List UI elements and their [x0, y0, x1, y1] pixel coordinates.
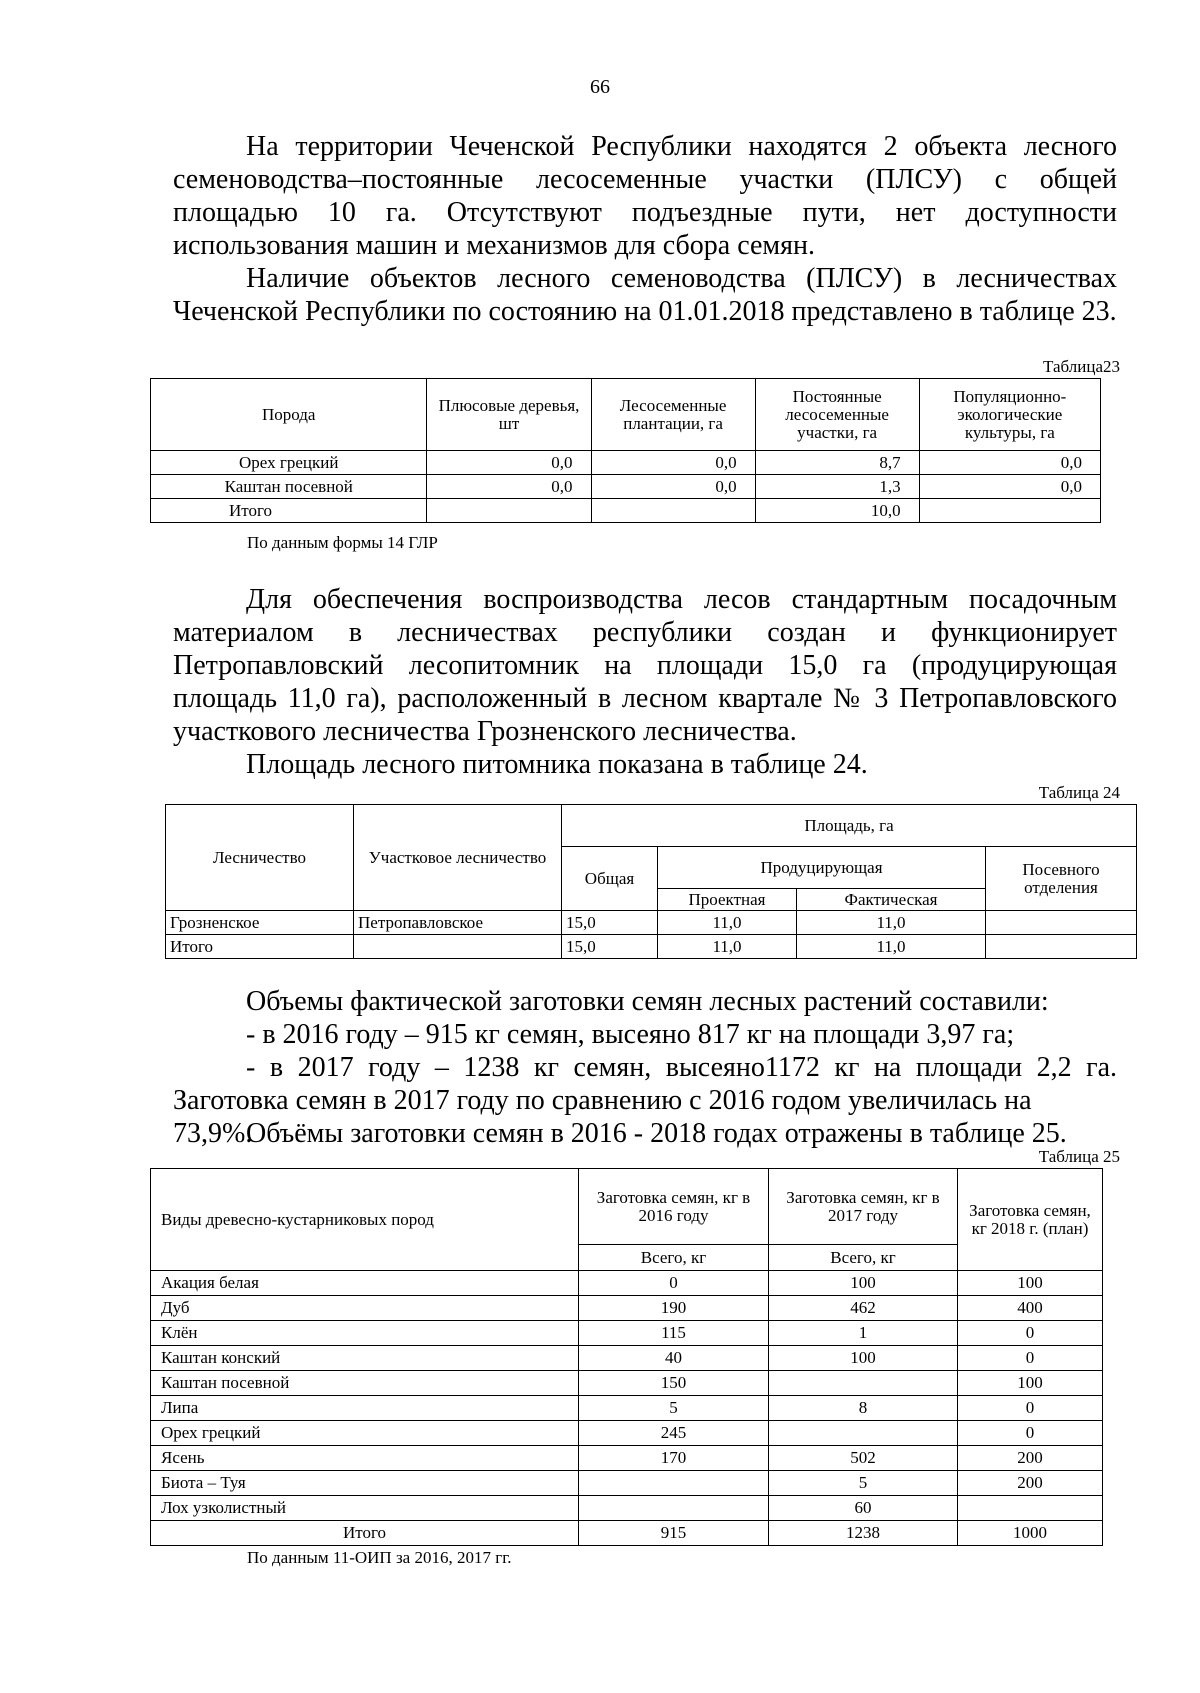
table-cell: 1000 — [958, 1521, 1103, 1546]
table-cell — [958, 1496, 1103, 1521]
paragraph-seed-objects: На территории Чеченской Республики находятся 2 объекта лесного семеноводства–постоянные лесосеменные участки (ПЛСУ) с общей площадью 10 га. Отсутствуют подъездные пути, нет доступности использования машин и механизмов для сбора семян. — [173, 131, 1117, 261]
table-cell: 200 — [958, 1446, 1103, 1471]
table24-header-district: Участковое лесничество — [354, 805, 562, 911]
table-row — [151, 1321, 1103, 1346]
table-cell: 0 — [958, 1346, 1103, 1371]
table23-header-seed-plantations: Лесосеменные плантации, га — [591, 379, 755, 451]
table-cell: Дуб — [151, 1296, 579, 1321]
page-number: 66 — [590, 76, 610, 98]
table25-header-2017: Заготовка семян, кг в 2017 году — [769, 1169, 958, 1245]
table24-header-forestry: Лесничество — [166, 805, 354, 911]
table23-header-species: Порода — [151, 379, 427, 451]
table24-header-productive: Продуцирующая — [658, 847, 986, 889]
table-cell: 170 — [579, 1446, 769, 1471]
table23-header-eco-cultures: Популяционно-экологические культуры, га — [919, 379, 1100, 451]
table-cell: 100 — [769, 1271, 958, 1296]
table-23 — [150, 378, 1101, 523]
table-cell: 11,0 — [658, 935, 797, 959]
table-cell: 915 — [579, 1521, 769, 1546]
table-cell: 0,0 — [919, 451, 1100, 475]
table-cell: 200 — [958, 1471, 1103, 1496]
table-cell: 11,0 — [797, 935, 986, 959]
table-total-row — [151, 1521, 1103, 1546]
table-cell: Каштан посевной — [151, 1371, 579, 1396]
table-cell: 0,0 — [591, 451, 755, 475]
table-cell: 115 — [579, 1321, 769, 1346]
table-cell — [919, 499, 1100, 523]
paragraph-table25-intro: Объёмы заготовки семян в 2016 - 2018 годах отражены в таблице 25. — [246, 1118, 1067, 1149]
table-row — [151, 1271, 1103, 1296]
table23-header-plus-trees: Плюсовые деревья, шт — [427, 379, 591, 451]
table-cell — [591, 499, 755, 523]
table-row — [151, 1496, 1103, 1521]
table-cell: 15,0 — [562, 911, 658, 935]
table-cell — [354, 935, 562, 959]
table23-header-permanent-plots: Постоянные лесосеменные участки, га — [755, 379, 919, 451]
table-cell: 11,0 — [658, 911, 797, 935]
table-cell: 100 — [769, 1346, 958, 1371]
table-cell: 0,0 — [427, 451, 591, 475]
table25-header-2018-plan: Заготовка семян, кг 2018 г. (план) — [958, 1169, 1103, 1271]
table-cell: 8,7 — [755, 451, 919, 475]
table-cell: Акация белая — [151, 1271, 579, 1296]
table-row — [151, 1446, 1103, 1471]
table-row — [151, 1371, 1103, 1396]
table-cell: Лох узколистный — [151, 1496, 579, 1521]
table-row — [166, 935, 1137, 959]
table-cell: 8 — [769, 1396, 958, 1421]
table25-header-2016: Заготовка семян, кг в 2016 году — [579, 1169, 769, 1245]
table-cell: 40 — [579, 1346, 769, 1371]
table-cell: Итого — [166, 935, 354, 959]
table-cell — [986, 911, 1137, 935]
table-cell: Липа — [151, 1396, 579, 1421]
table-cell: Биота – Туя — [151, 1471, 579, 1496]
table-cell: 0 — [958, 1421, 1103, 1446]
table-cell: 0 — [579, 1271, 769, 1296]
table25-header-total-2017: Всего, кг — [769, 1245, 958, 1271]
paragraph-harvest-volumes: Объемы фактической заготовки семян лесных растений составили: — [246, 986, 1049, 1017]
table24-header-actual: Фактическая — [797, 889, 986, 911]
table-cell — [579, 1471, 769, 1496]
table-cell: Каштан конский — [151, 1346, 579, 1371]
table-row — [151, 1396, 1103, 1421]
table-cell: Орех грецкий — [151, 1421, 579, 1446]
table-row — [151, 1471, 1103, 1496]
paragraph-harvest-growth: Заготовка семян в 2017 году по сравнению с 2016 годом увеличилась на 73,9%. — [173, 1085, 1032, 1149]
table-cell: 15,0 — [562, 935, 658, 959]
table-cell: 5 — [769, 1471, 958, 1496]
table-cell: 100 — [958, 1271, 1103, 1296]
table-row — [151, 475, 1101, 499]
table24-header-area: Площадь, га — [562, 805, 1137, 847]
table-cell: 150 — [579, 1371, 769, 1396]
table-cell: Орех грецкий — [151, 451, 427, 475]
paragraph-nursery: Для обеспечения воспроизводства лесов стандартным посадочным материалом в лесничествах республики создан и функционирует Петропавловский лесопитомник на площади 15,0 га (продуцирующая площадь 11,0 га), расположенный в лесном квартале № 3 Петропавловского участкового лесничества Грозненского лесничества. — [173, 584, 1117, 747]
table24-header-total: Общая — [562, 847, 658, 911]
table-row — [151, 1296, 1103, 1321]
table-cell — [427, 499, 591, 523]
table-cell: 0,0 — [919, 475, 1100, 499]
table23-caption: Таблица23 — [1043, 357, 1120, 376]
table-cell: Петропавловское — [354, 911, 562, 935]
table24-header-design: Проектная — [658, 889, 797, 911]
paragraph-harvest-2017: - в 2017 году – 1238 кг семян, высеяно1172 кг на площади 2,2 га. — [246, 1052, 1117, 1083]
table-cell: 11,0 — [797, 911, 986, 935]
table24-header-sowing: Посевного отделения — [986, 847, 1137, 911]
table-cell — [986, 935, 1137, 959]
table-cell — [579, 1496, 769, 1521]
table24-caption: Таблица 24 — [1038, 783, 1120, 802]
table-cell: Клён — [151, 1321, 579, 1346]
table25-caption: Таблица 25 — [1038, 1147, 1120, 1166]
table-row — [151, 1421, 1103, 1446]
table-cell: Грозненское — [166, 911, 354, 935]
table-cell: 502 — [769, 1446, 958, 1471]
table-24 — [165, 804, 1137, 959]
table23-source-note: По данным формы 14 ГЛР — [247, 533, 438, 552]
table-row — [151, 499, 1101, 523]
table-25 — [150, 1168, 1103, 1546]
table-cell: 245 — [579, 1421, 769, 1446]
table-cell: 0,0 — [427, 475, 591, 499]
table-row — [151, 451, 1101, 475]
table-cell: 462 — [769, 1296, 958, 1321]
table-cell: 0 — [958, 1396, 1103, 1421]
table-cell: 1,3 — [755, 475, 919, 499]
table-cell: Итого — [151, 499, 427, 523]
paragraph-harvest-2016: - в 2016 году – 915 кг семян, высеяно 817 кг на площади 3,97 га; — [246, 1019, 1015, 1050]
table-cell: 1238 — [769, 1521, 958, 1546]
paragraph-plsu-intro: Наличие объектов лесного семеноводства (ПЛСУ) в лесничествах Чеченской Республики по состоянию на 01.01.2018 представлено в таблице 23. — [173, 263, 1117, 327]
table-cell: 5 — [579, 1396, 769, 1421]
table25-header-species: Виды древесно-кустарниковых пород — [151, 1169, 579, 1271]
table-row — [166, 911, 1137, 935]
table-cell: 400 — [958, 1296, 1103, 1321]
table-cell: 60 — [769, 1496, 958, 1521]
table-cell: Итого — [151, 1521, 579, 1546]
paragraph-nursery-area: Площадь лесного питомника показана в таблице 24. — [246, 749, 868, 780]
table-cell: 190 — [579, 1296, 769, 1321]
table-cell: 1 — [769, 1321, 958, 1346]
table-cell — [769, 1421, 958, 1446]
table-row — [151, 1346, 1103, 1371]
table-cell — [769, 1371, 958, 1396]
table-cell: Ясень — [151, 1446, 579, 1471]
table-cell: 100 — [958, 1371, 1103, 1396]
table-cell: Каштан посевной — [151, 475, 427, 499]
table25-source-note: По данным 11-ОИП за 2016, 2017 гг. — [247, 1548, 512, 1567]
table-cell: 0,0 — [591, 475, 755, 499]
table-cell: 10,0 — [755, 499, 919, 523]
table-cell: 0 — [958, 1321, 1103, 1346]
table25-header-total-2016: Всего, кг — [579, 1245, 769, 1271]
